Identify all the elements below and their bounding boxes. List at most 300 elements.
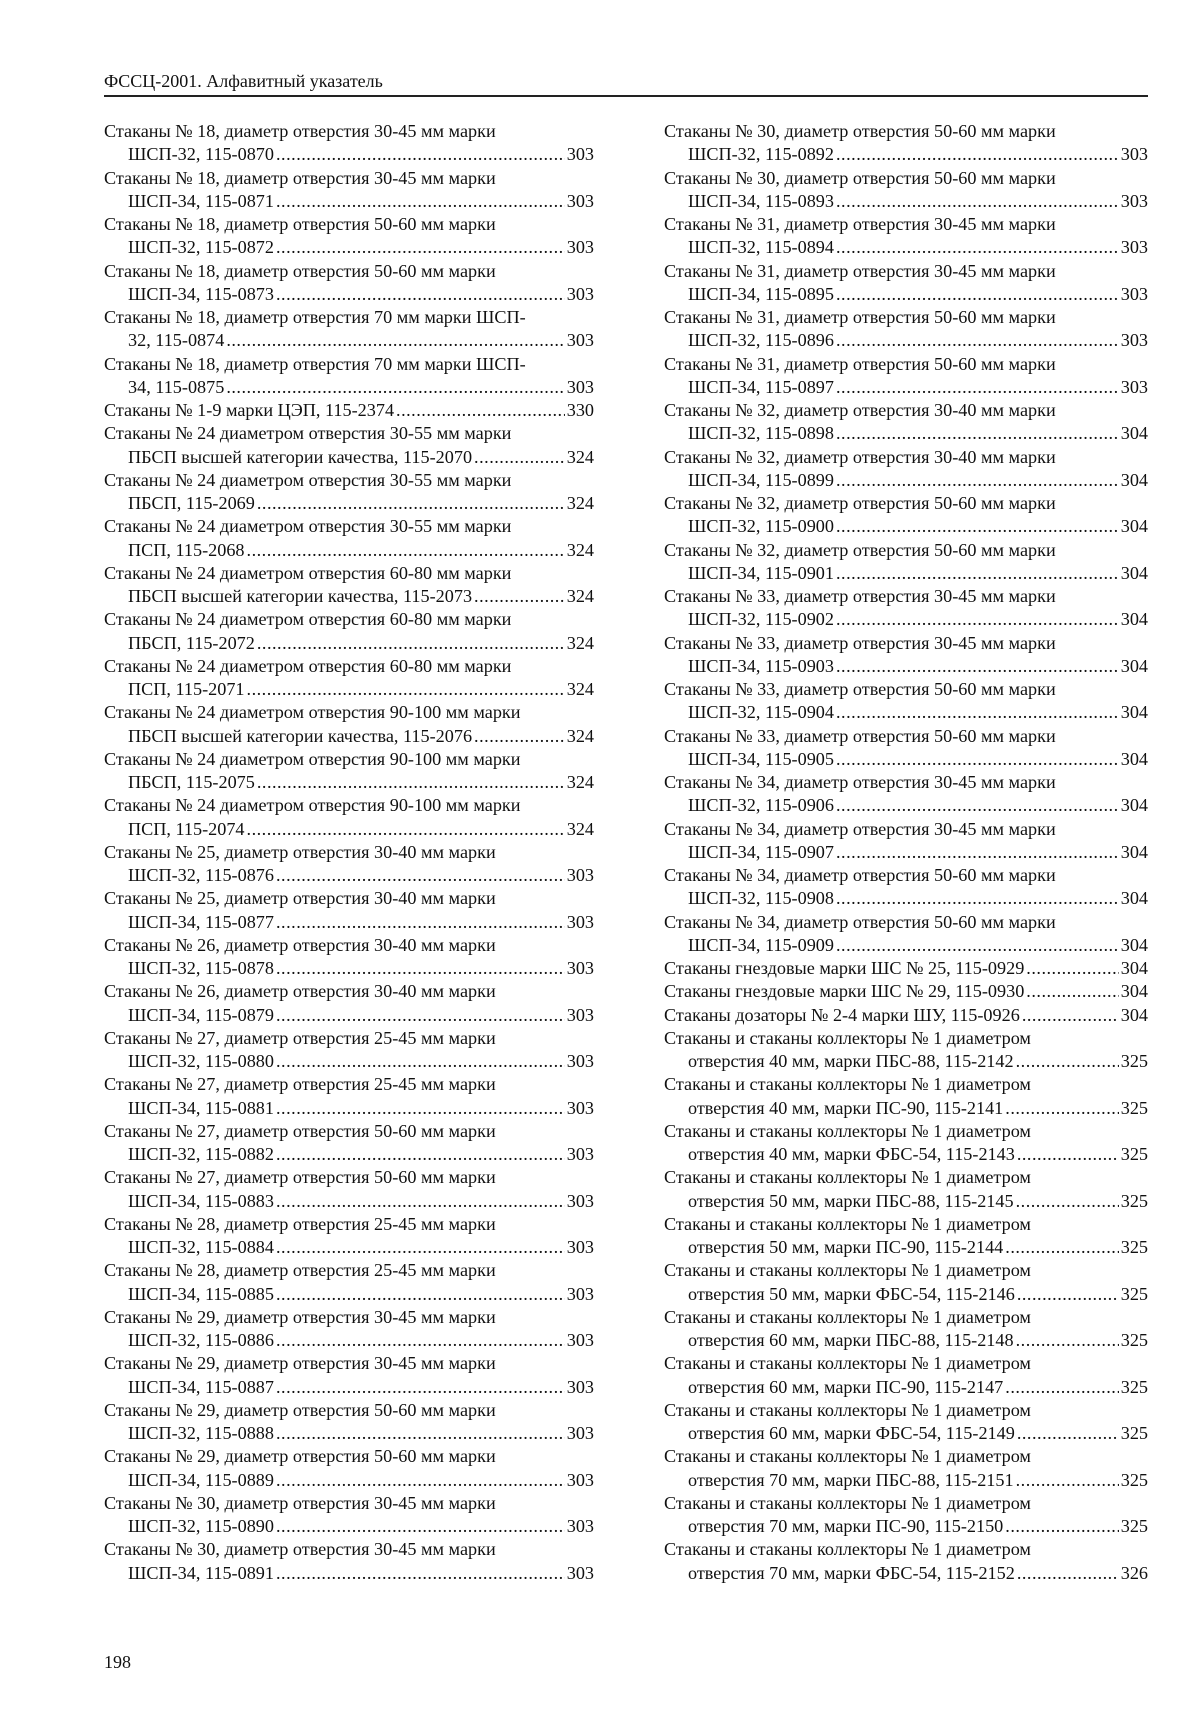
- index-entry-detail-line: [104, 911, 594, 934]
- index-entry-title: Стаканы № 31, диаметр отверстия 30-45 мм марки: [664, 214, 1056, 234]
- index-entry: [664, 306, 1148, 353]
- index-entry-detail: ШСП-34, 115-0877: [128, 911, 274, 932]
- index-entry-page: 303: [566, 1516, 594, 1536]
- index-entry-detail: ШСП-32, 115-0900: [688, 516, 834, 537]
- index-entry-title: Стаканы и стаканы коллекторы № 1 диаметром: [664, 1446, 1031, 1467]
- dot-leader: [1017, 1143, 1119, 1166]
- index-entry: [104, 1352, 594, 1399]
- index-entry-page: 303: [566, 144, 594, 165]
- index-entry-detail: ПБСП высшей категории качества, 115-2070: [128, 446, 473, 467]
- dot-leader: [836, 329, 1119, 352]
- index-entry-title: Стаканы и стаканы коллекторы № 1 диаметром: [664, 1167, 1031, 1188]
- header-title: ФССЦ-2001. Алфавитный указатель: [104, 71, 383, 91]
- index-entry-detail: ШСП-34, 115-0901: [688, 562, 834, 583]
- index-entry-detail: отверстия 40 мм, марки ПС-90, 115-2141: [688, 1097, 1004, 1118]
- dot-leader: [836, 934, 1119, 957]
- index-entry-detail-line: [664, 794, 1148, 817]
- index-entry-detail-line: [664, 1422, 1148, 1445]
- index-entry: [104, 469, 594, 516]
- index-entry-page: 304: [1120, 702, 1148, 723]
- index-entry-detail-line: [104, 632, 594, 655]
- index-entry-title: Стаканы № 24 диаметром отверстия 90-100 мм марки: [104, 702, 521, 723]
- index-entry-title: Стаканы № 25, диаметр отверстия 30-40 мм марки: [104, 888, 496, 909]
- index-entry-page: 304: [1120, 981, 1148, 1002]
- dot-leader: [836, 376, 1119, 399]
- index-entry-detail-line: [104, 1097, 594, 1120]
- index-entry-detail-line: [104, 1376, 594, 1399]
- dot-leader: [1026, 957, 1118, 980]
- dot-leader: [1017, 1422, 1119, 1445]
- index-entry-detail: ШСП-34, 115-0895: [688, 283, 834, 304]
- index-entry-page: 325: [1120, 1469, 1148, 1490]
- index-entry: [104, 1120, 594, 1167]
- index-entry-detail: ШСП-34, 115-0907: [688, 841, 834, 862]
- index-entry-detail-line: [664, 562, 1148, 585]
- index-entry-detail: ШСП-34, 115-0881: [128, 1097, 274, 1118]
- dot-leader: [276, 1190, 565, 1213]
- index-entry-detail-line: [104, 1469, 594, 1492]
- index-entry: [104, 1027, 594, 1074]
- index-entry-detail: ШСП-34, 115-0883: [128, 1190, 274, 1211]
- index-entry-detail-line: [664, 1329, 1148, 1352]
- index-entry-detail: ПБСП, 115-2072: [128, 632, 255, 653]
- index-entry-detail-line: [664, 1143, 1148, 1166]
- index-entry-title: Стаканы № 27, диаметр отверстия 25-45 мм марки: [104, 1027, 496, 1048]
- index-entry-title: Стаканы № 24 диаметром отверстия 60-80 мм марки: [104, 562, 512, 583]
- index-entry-detail: 34, 115-0875: [128, 376, 225, 397]
- index-entry-detail: отверстия 70 мм, марки ПС-90, 115-2150: [688, 1516, 1004, 1536]
- index-entry-detail-line: [104, 283, 594, 306]
- index-entry-detail-line: [664, 934, 1148, 957]
- index-entry-detail: ШСП-32, 115-0878: [128, 958, 274, 978]
- index-entry: [664, 911, 1148, 958]
- index-entry-detail-line: [664, 1190, 1148, 1213]
- index-entry: [104, 934, 594, 981]
- index-entry: [104, 608, 594, 655]
- dot-leader: [1016, 1329, 1119, 1352]
- dot-leader: [1016, 1050, 1119, 1073]
- index-entry: [104, 1445, 594, 1492]
- index-entry-detail-line: [104, 143, 594, 166]
- index-entry-title: Стаканы и стаканы коллекторы № 1 диаметром: [664, 1074, 1031, 1095]
- index-entry: [664, 492, 1148, 539]
- index-entry-page: 330: [566, 400, 594, 420]
- dot-leader: [276, 236, 565, 259]
- index-entry-detail: ШСП-32, 115-0892: [688, 144, 834, 165]
- index-entry-title: Стаканы № 30, диаметр отверстия 50-60 мм марки: [664, 167, 1056, 188]
- index-entry-detail: ШСП-32, 115-0882: [128, 1144, 274, 1164]
- index-entry-title: Стаканы № 18, диаметр отверстия 50-60 мм марки: [104, 214, 496, 234]
- index-entry-page: 304: [1120, 423, 1148, 444]
- index-entry: [664, 725, 1148, 772]
- index-entry-page: 304: [1120, 609, 1148, 630]
- index-entry: [104, 306, 594, 353]
- index-entry-detail: отверстия 60 мм, марки ФБС-54, 115-2149: [688, 1423, 1015, 1443]
- index-entry-page: 324: [566, 772, 594, 792]
- index-entry-detail-line: [104, 1283, 594, 1306]
- index-column-left: [104, 120, 594, 1585]
- index-entry-detail-line: [664, 190, 1148, 213]
- dot-leader: [836, 887, 1119, 910]
- index-entry: [664, 864, 1148, 911]
- index-entry-page: 304: [1120, 562, 1148, 583]
- index-entry-page: 303: [566, 283, 594, 304]
- dot-leader: [1005, 1515, 1118, 1538]
- index-entry-detail: ШСП-34, 115-0887: [128, 1376, 274, 1397]
- index-entry-page: 303: [566, 1004, 594, 1025]
- dot-leader: [247, 678, 565, 701]
- dot-leader: [276, 1469, 565, 1492]
- index-entry-title: Стаканы № 29, диаметр отверстия 30-45 мм марки: [104, 1353, 496, 1374]
- index-entry-detail: ПСП, 115-2068: [128, 539, 245, 560]
- index-entry-detail: Стаканы дозаторы № 2-4 марки ШУ, 115-0926: [664, 1004, 1020, 1025]
- index-entry-title: Стаканы № 33, диаметр отверстия 30-45 мм марки: [664, 586, 1056, 606]
- page-number: 198: [104, 1652, 131, 1672]
- index-entry-title: Стаканы № 26, диаметр отверстия 30-40 мм марки: [104, 934, 496, 955]
- index-entry-page: 325: [1120, 1051, 1148, 1071]
- index-entry-detail-line: [104, 1004, 594, 1027]
- dot-leader: [474, 585, 565, 608]
- dot-leader: [276, 1143, 565, 1166]
- index-entry-detail-line: [104, 492, 594, 515]
- index-entry: [664, 1120, 1148, 1167]
- dot-leader: [836, 608, 1119, 631]
- index-entry-detail-line: [664, 376, 1148, 399]
- dot-leader: [836, 562, 1119, 585]
- page-header: [104, 70, 1148, 97]
- dot-leader: [276, 1236, 565, 1259]
- index-entry-page: 303: [566, 1423, 594, 1443]
- dot-leader: [257, 492, 565, 515]
- index-entry-page: 304: [1120, 795, 1148, 816]
- index-entry: [104, 1166, 594, 1213]
- dot-leader: [226, 329, 564, 352]
- index-entry: [664, 980, 1148, 1003]
- index-entry-detail: отверстия 40 мм, марки ФБС-54, 115-2143: [688, 1144, 1015, 1164]
- index-entry-page: 324: [566, 493, 594, 513]
- index-entry: [664, 1445, 1148, 1492]
- index-entry-detail: ШСП-32, 115-0880: [128, 1051, 274, 1071]
- index-entry-page: 304: [1120, 655, 1148, 676]
- index-entry-page: 324: [566, 632, 594, 653]
- index-entry-detail-line: [104, 864, 594, 887]
- index-entry-title: Стаканы № 29, диаметр отверстия 50-60 мм марки: [104, 1446, 496, 1467]
- index-entry-page: 324: [566, 818, 594, 839]
- index-entry-detail: ПБСП, 115-2075: [128, 772, 255, 792]
- index-entry-detail-line: [664, 957, 1148, 980]
- index-entry-title: Стаканы № 28, диаметр отверстия 25-45 мм марки: [104, 1260, 496, 1281]
- index-entry-detail: ШСП-34, 115-0871: [128, 190, 274, 211]
- index-entry-title: Стаканы и стаканы коллекторы № 1 диаметром: [664, 1306, 1031, 1327]
- dot-leader: [836, 143, 1119, 166]
- index-entry-page: 304: [1120, 748, 1148, 769]
- dot-leader: [257, 771, 565, 794]
- index-entry-detail-line: [104, 1236, 594, 1259]
- index-entry-title: Стаканы № 32, диаметр отверстия 50-60 мм марки: [664, 493, 1056, 513]
- index-entry-page: 303: [566, 958, 594, 978]
- index-entry-detail-line: [664, 515, 1148, 538]
- index-entry: [104, 120, 594, 167]
- index-entry-page: 324: [566, 586, 594, 606]
- index-entry-detail: ПСП, 115-2071: [128, 679, 245, 699]
- index-entry: [104, 748, 594, 795]
- dot-leader: [1005, 1236, 1118, 1259]
- index-entry-title: Стаканы № 18, диаметр отверстия 70 мм марки ШСП-: [104, 353, 526, 374]
- index-entry-detail: Стаканы гнездовые марки ШС № 29, 115-0930: [664, 981, 1025, 1002]
- index-entry: [104, 655, 594, 702]
- index-entry-detail-line: [104, 1050, 594, 1073]
- dot-leader: [836, 841, 1119, 864]
- index-entry-title: Стаканы № 34, диаметр отверстия 50-60 мм марки: [664, 911, 1056, 932]
- index-entry-detail-line: [664, 1376, 1148, 1399]
- index-entry: [664, 1492, 1148, 1539]
- index-entry: [664, 957, 1148, 980]
- index-entry-detail-line: [664, 143, 1148, 166]
- index-entry-title: Стаканы № 24 диаметром отверстия 90-100 мм марки: [104, 748, 521, 769]
- index-entry: [664, 353, 1148, 400]
- dot-leader: [276, 283, 565, 306]
- index-entry-detail: ШСП-32, 115-0896: [688, 330, 834, 351]
- index-entry-page: 325: [1120, 1423, 1148, 1443]
- index-entry-detail: ШСП-34, 115-0905: [688, 748, 834, 769]
- index-entry-detail: 32, 115-0874: [128, 330, 225, 351]
- index-entry-page: 303: [566, 190, 594, 211]
- index-entry-detail-line: [104, 190, 594, 213]
- index-entry: [664, 1352, 1148, 1399]
- index-entry-detail-line: [664, 748, 1148, 771]
- index-entry-detail-line: [104, 1422, 594, 1445]
- index-entry: [664, 1073, 1148, 1120]
- index-entry-detail-line: [664, 655, 1148, 678]
- index-entry-detail-line: [104, 818, 594, 841]
- dot-leader: [1017, 1562, 1119, 1585]
- index-entry-page: 303: [566, 1283, 594, 1304]
- index-entry-detail-line: [104, 236, 594, 259]
- index-entry-detail-line: [664, 887, 1148, 910]
- index-entry-page: 303: [1120, 237, 1148, 258]
- index-entry-detail-line: [104, 957, 594, 980]
- index-entry-detail: ШСП-32, 115-0886: [128, 1330, 274, 1350]
- index-entry-page: 304: [1120, 841, 1148, 862]
- index-entry-detail-line: [664, 1050, 1148, 1073]
- index-entry-page: 303: [1120, 330, 1148, 351]
- dot-leader: [1026, 980, 1118, 1003]
- index-entry-page: 303: [566, 330, 594, 351]
- index-entry-detail: отверстия 50 мм, марки ФБС-54, 115-2146: [688, 1283, 1015, 1304]
- dot-leader: [276, 1562, 565, 1585]
- index-entry-title: Стаканы и стаканы коллекторы № 1 диаметром: [664, 1120, 1031, 1141]
- index-entry-page: 303: [566, 1190, 594, 1211]
- index-entry-title: Стаканы № 18, диаметр отверстия 30-45 мм марки: [104, 167, 496, 188]
- index-entry: [104, 1213, 594, 1260]
- index-entry-detail-line: [104, 1143, 594, 1166]
- index-entry: [664, 399, 1148, 446]
- index-entry-page: 304: [1120, 888, 1148, 909]
- index-entry-title: Стаканы № 24 диаметром отверстия 60-80 мм марки: [104, 655, 512, 676]
- index-entry-page: 303: [566, 376, 594, 397]
- index-entry: [664, 1027, 1148, 1074]
- dot-leader: [276, 1097, 565, 1120]
- index-entry-detail-line: [104, 446, 594, 469]
- index-entry: [664, 167, 1148, 214]
- index-entry-detail: отверстия 50 мм, марки ПС-90, 115-2144: [688, 1237, 1004, 1257]
- index-entry-title: Стаканы № 27, диаметр отверстия 50-60 мм марки: [104, 1120, 496, 1141]
- index-entry-page: 304: [1120, 516, 1148, 537]
- index-entry: [104, 887, 594, 934]
- index-entry-detail-line: [664, 1283, 1148, 1306]
- index-entry-title: Стаканы № 24 диаметром отверстия 30-55 мм марки: [104, 469, 512, 490]
- index-entry: [104, 213, 594, 260]
- index-entry-detail: отверстия 60 мм, марки ПС-90, 115-2147: [688, 1376, 1004, 1397]
- index-entry: [664, 1538, 1148, 1585]
- index-entry-detail: ШСП-34, 115-0897: [688, 376, 834, 397]
- index-entry-detail: ШСП-34, 115-0891: [128, 1562, 274, 1583]
- dot-leader: [247, 539, 565, 562]
- index-entry-detail: ШСП-34, 115-0893: [688, 190, 834, 211]
- index-entry-detail: ШСП-34, 115-0885: [128, 1283, 274, 1304]
- index-entry-detail: отверстия 70 мм, марки ПБС-88, 115-2151: [688, 1469, 1014, 1490]
- dot-leader: [276, 1376, 565, 1399]
- index-entry-page: 325: [1120, 1330, 1148, 1350]
- index-entry-detail: ШСП-32, 115-0890: [128, 1516, 274, 1536]
- index-entry-title: Стаканы № 31, диаметр отверстия 30-45 мм марки: [664, 260, 1056, 281]
- index-entry: [664, 446, 1148, 493]
- dot-leader: [247, 818, 565, 841]
- index-entry-page: 324: [566, 679, 594, 699]
- dot-leader: [276, 957, 565, 980]
- index-entry-title: Стаканы № 31, диаметр отверстия 50-60 мм марки: [664, 307, 1056, 327]
- index-entry-detail: ШСП-34, 115-0873: [128, 283, 274, 304]
- index-entry-detail-line: [104, 399, 594, 422]
- index-entry-title: Стаканы и стаканы коллекторы № 1 диаметром: [664, 1353, 1031, 1374]
- index-entry-detail: ШСП-32, 115-0906: [688, 795, 834, 816]
- dot-leader: [1016, 1469, 1119, 1492]
- index-entry: [104, 167, 594, 214]
- index-entry-title: Стаканы № 25, диаметр отверстия 30-40 мм марки: [104, 841, 496, 862]
- index-entry-title: Стаканы № 24 диаметром отверстия 90-100 мм марки: [104, 795, 521, 816]
- index-entry-detail: отверстия 70 мм, марки ФБС-54, 115-2152: [688, 1562, 1015, 1583]
- index-entry: [664, 260, 1148, 307]
- dot-leader: [836, 515, 1119, 538]
- index-entry-detail: отверстия 60 мм, марки ПБС-88, 115-2148: [688, 1330, 1014, 1350]
- index-entry-detail-line: [104, 1329, 594, 1352]
- index-entry-title: Стаканы № 28, диаметр отверстия 25-45 мм марки: [104, 1213, 496, 1234]
- dot-leader: [1005, 1097, 1118, 1120]
- dot-leader: [836, 655, 1119, 678]
- index-entry-detail: Стаканы № 1-9 марки ЦЭП, 115-2374: [104, 400, 395, 420]
- index-entry-page: 304: [1120, 1004, 1148, 1025]
- index-entry-detail-line: [104, 376, 594, 399]
- index-entry-page: 324: [566, 725, 594, 746]
- index-entry-detail-line: [664, 236, 1148, 259]
- index-entry-detail: ШСП-32, 115-0888: [128, 1423, 274, 1443]
- index-entry-page: 303: [566, 237, 594, 258]
- index-entry: [664, 120, 1148, 167]
- index-entry-title: Стаканы № 24 диаметром отверстия 60-80 мм марки: [104, 609, 512, 630]
- index-entry-page: 303: [1120, 190, 1148, 211]
- dot-leader: [836, 701, 1119, 724]
- dot-leader: [1022, 1004, 1119, 1027]
- index-entry-title: Стаканы № 27, диаметр отверстия 50-60 мм марки: [104, 1167, 496, 1188]
- index-entry-title: Стаканы № 30, диаметр отверстия 30-45 мм марки: [104, 1539, 496, 1560]
- index-entry-detail: ШСП-32, 115-0902: [688, 609, 834, 630]
- dot-leader: [1005, 1376, 1118, 1399]
- index-entry-title: Стаканы № 33, диаметр отверстия 30-45 мм марки: [664, 632, 1056, 653]
- index-column-right: [664, 120, 1148, 1585]
- index-entry-detail-line: [664, 1469, 1148, 1492]
- index-entry-title: Стаканы № 24 диаметром отверстия 30-55 мм марки: [104, 423, 512, 444]
- index-entry-detail: ШСП-32, 115-0904: [688, 702, 834, 723]
- index-entry-page: 325: [1120, 1516, 1148, 1536]
- dot-leader: [474, 725, 565, 748]
- index-entry-title: Стаканы № 31, диаметр отверстия 50-60 мм марки: [664, 353, 1056, 374]
- index-entry: [104, 562, 594, 609]
- index-entry-title: Стаканы № 34, диаметр отверстия 30-45 мм марки: [664, 772, 1056, 792]
- dot-leader: [276, 143, 565, 166]
- index-entry-title: Стаканы № 34, диаметр отверстия 30-45 мм марки: [664, 818, 1056, 839]
- index-entry: [664, 585, 1148, 632]
- index-entry-title: Стаканы № 27, диаметр отверстия 25-45 мм марки: [104, 1074, 496, 1095]
- index-entry-page: 324: [566, 539, 594, 560]
- index-entry: [104, 1306, 594, 1353]
- dot-leader: [276, 911, 565, 934]
- dot-leader: [276, 1004, 565, 1027]
- index-entry-detail-line: [104, 1515, 594, 1538]
- index-entry: [104, 353, 594, 400]
- index-entry-title: Стаканы и стаканы коллекторы № 1 диаметром: [664, 1492, 1031, 1513]
- index-entry-detail: ПБСП, 115-2069: [128, 493, 255, 513]
- index-entry-title: Стаканы № 32, диаметр отверстия 30-40 мм марки: [664, 446, 1056, 467]
- index-entry-detail-line: [664, 1097, 1148, 1120]
- index-entry: [104, 1259, 594, 1306]
- index-entry-page: 325: [1120, 1144, 1148, 1164]
- index-entry-page: 326: [1120, 1562, 1148, 1583]
- index-entry: [664, 632, 1148, 679]
- index-entry-detail: ШСП-32, 115-0894: [688, 237, 834, 258]
- index-entry-detail: ШСП-34, 115-0903: [688, 655, 834, 676]
- index-entry: [664, 1004, 1148, 1027]
- index-entry-detail-line: [664, 980, 1148, 1003]
- index-entry-title: Стаканы № 18, диаметр отверстия 30-45 мм марки: [104, 121, 496, 141]
- index-entry: [104, 980, 594, 1027]
- dot-leader: [276, 1050, 565, 1073]
- index-entry-detail-line: [664, 1515, 1148, 1538]
- index-entry-page: 303: [566, 911, 594, 932]
- index-entry: [664, 213, 1148, 260]
- dot-leader: [836, 283, 1119, 306]
- index-entry-detail: отверстия 50 мм, марки ПБС-88, 115-2145: [688, 1190, 1014, 1211]
- index-entry: [104, 1492, 594, 1539]
- index-entry-page: 325: [1120, 1283, 1148, 1304]
- index-entry-title: Стаканы № 24 диаметром отверстия 30-55 мм марки: [104, 516, 512, 537]
- index-entry-detail-line: [664, 701, 1148, 724]
- dot-leader: [226, 376, 564, 399]
- index-entry: [664, 1306, 1148, 1353]
- index-entry-detail-line: [664, 329, 1148, 352]
- index-entry-title: Стаканы и стаканы коллекторы № 1 диаметром: [664, 1027, 1031, 1048]
- index-entry-page: 304: [1120, 469, 1148, 490]
- index-entry-detail-line: [664, 1562, 1148, 1585]
- index-entry-title: Стаканы № 33, диаметр отверстия 50-60 мм марки: [664, 679, 1056, 699]
- index-entry: [664, 771, 1148, 818]
- index-entry: [104, 422, 594, 469]
- index-entry-detail: ПБСП высшей категории качества, 115-2073: [128, 586, 473, 606]
- index-entry-detail-line: [664, 1004, 1148, 1027]
- index-entry-detail: ПБСП высшей категории качества, 115-2076: [128, 725, 473, 746]
- index-entry-title: Стаканы и стаканы коллекторы № 1 диаметром: [664, 1213, 1031, 1234]
- index-entry-detail-line: [664, 422, 1148, 445]
- index-entry-page: 303: [1120, 144, 1148, 165]
